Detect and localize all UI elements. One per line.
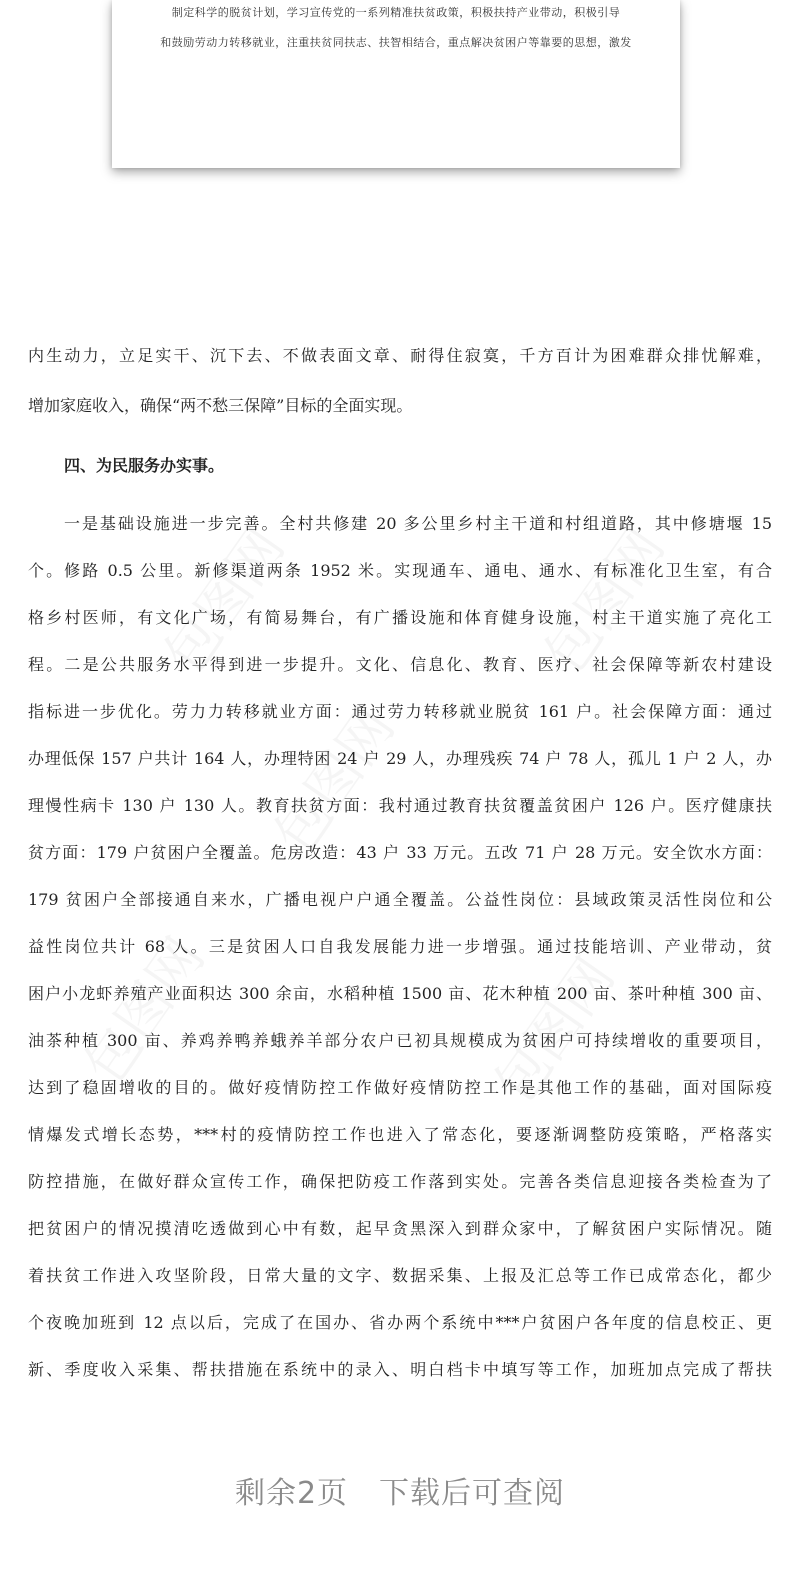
- body-text-line: 增加家庭收入，确保“两不愁三保障”目标的全面实现。: [28, 396, 413, 415]
- body-text-line: 着扶贫工作进入攻坚阶段，日常大量的文字、数据采集、上报及汇总等工作已成常态化，都少: [28, 1266, 772, 1285]
- watermark: 包图网: [532, 516, 677, 686]
- body-text-line: 一是基础设施进一步完善。全村共修建 20 多公里乡村主干道和村组道路，其中修塘堰 15: [64, 514, 772, 533]
- body-text-line: 内生动力，立足实干、沉下去、不做表面文章、耐得住寂寞，千方百计为困难群众排忧解难，: [28, 346, 772, 365]
- watermark: 包图网: [152, 516, 297, 686]
- body-text-line: 理慢性病卡 130 户 130 人。教育扶贫方面：我村通过教育扶贫覆盖贫困户 126 户。医疗健康扶: [28, 796, 772, 815]
- remaining-pages-download-link[interactable]: 剩余2页 下载后可查阅: [234, 1476, 566, 1511]
- watermark: 包图网: [262, 696, 407, 866]
- body-text-line: 防控措施，在做好群众宣传工作，确保把防疫工作落到实处。完善各类信息迎接各类检查为了: [28, 1172, 772, 1191]
- body-text-line: 179 贫困户全部接通自来水，广播电视户户通全覆盖。公益性岗位：县域政策灵活性岗位和公: [28, 890, 772, 909]
- body-text-line: 情爆发式增长态势，***村的疫情防控工作也进入了常态化，要逐渐调整防疫策略，严格落实: [28, 1125, 772, 1144]
- section-heading: 四、为民服务办实事。: [64, 456, 225, 475]
- body-text-line: 新、季度收入采集、帮扶措施在系统中的录入、明白档卡中填写等工作，加班加点完成了帮扶: [28, 1360, 772, 1379]
- preview-text-line: 制定科学的脱贫计划，学习宣传党的一系列精准扶贫政策，积极扶持产业带动，积极引导: [171, 6, 621, 19]
- body-text-line: 个。修路 0.5 公里。新修渠道两条 1952 米。实现通车、通电、通水、有标准化卫生室，有合: [28, 561, 772, 580]
- body-text-line: 贫方面：179 户贫困户全覆盖。危房改造：43 户 33 万元。五改 71 户 28 万元。安全饮水方面：: [28, 843, 772, 862]
- document-body: [28, 0, 772, 1420]
- preview-text-line: 和鼓励劳动力转移就业，注重扶贫同扶志、扶智相结合，重点解决贫困户等靠要的思想，激发: [160, 36, 632, 49]
- watermark: 包图网: [72, 926, 217, 1096]
- body-text-line: 办理低保 157 户共计 164 人，办理特困 24 户 29 人，办理残疾 74 户 78 人，孤儿 1 户 2 人，办: [28, 749, 772, 768]
- body-text-line: 个夜晚加班到 12 点以后，完成了在国办、省办两个系统中***户贫困户各年度的信息校正、更: [28, 1313, 772, 1332]
- body-text-line: 程。二是公共服务水平得到进一步提升。文化、信息化、教育、医疗、社会保障等新农村建设: [28, 655, 772, 674]
- body-text-line: 格乡村医师，有文化广场，有简易舞台，有广播设施和体育健身设施，村主干道实施了亮化工: [28, 608, 772, 627]
- body-text-line: 困户小龙虾养殖产业面积达 300 余亩，水稻种植 1500 亩、花木种植 200 亩、茶叶种植 300 亩、: [28, 984, 772, 1003]
- body-text-line: 油茶种植 300 亩、养鸡养鸭养蛾养羊部分农户已初具规模成为贫困户可持续增收的重要项目，: [28, 1031, 772, 1050]
- body-text-line: 指标进一步优化。劳力力转移就业方面：通过劳力转移就业脱贫 161 户。社会保障方面：通过: [28, 702, 772, 721]
- body-text-line: 益性岗位共计 68 人。三是贫困人口自我发展能力进一步增强。通过技能培训、产业带动，贫: [28, 937, 772, 956]
- body-text-line: 把贫困户的情况摸清吃透做到心中有数，起早贪黑深入到群众家中，了解贫困户实际情况。随: [28, 1219, 772, 1238]
- body-text-line: 达到了稳固增收的目的。做好疫情防控工作做好疫情防控工作是其他工作的基础，面对国际疫: [28, 1078, 772, 1097]
- watermark: 包图网: [482, 946, 627, 1116]
